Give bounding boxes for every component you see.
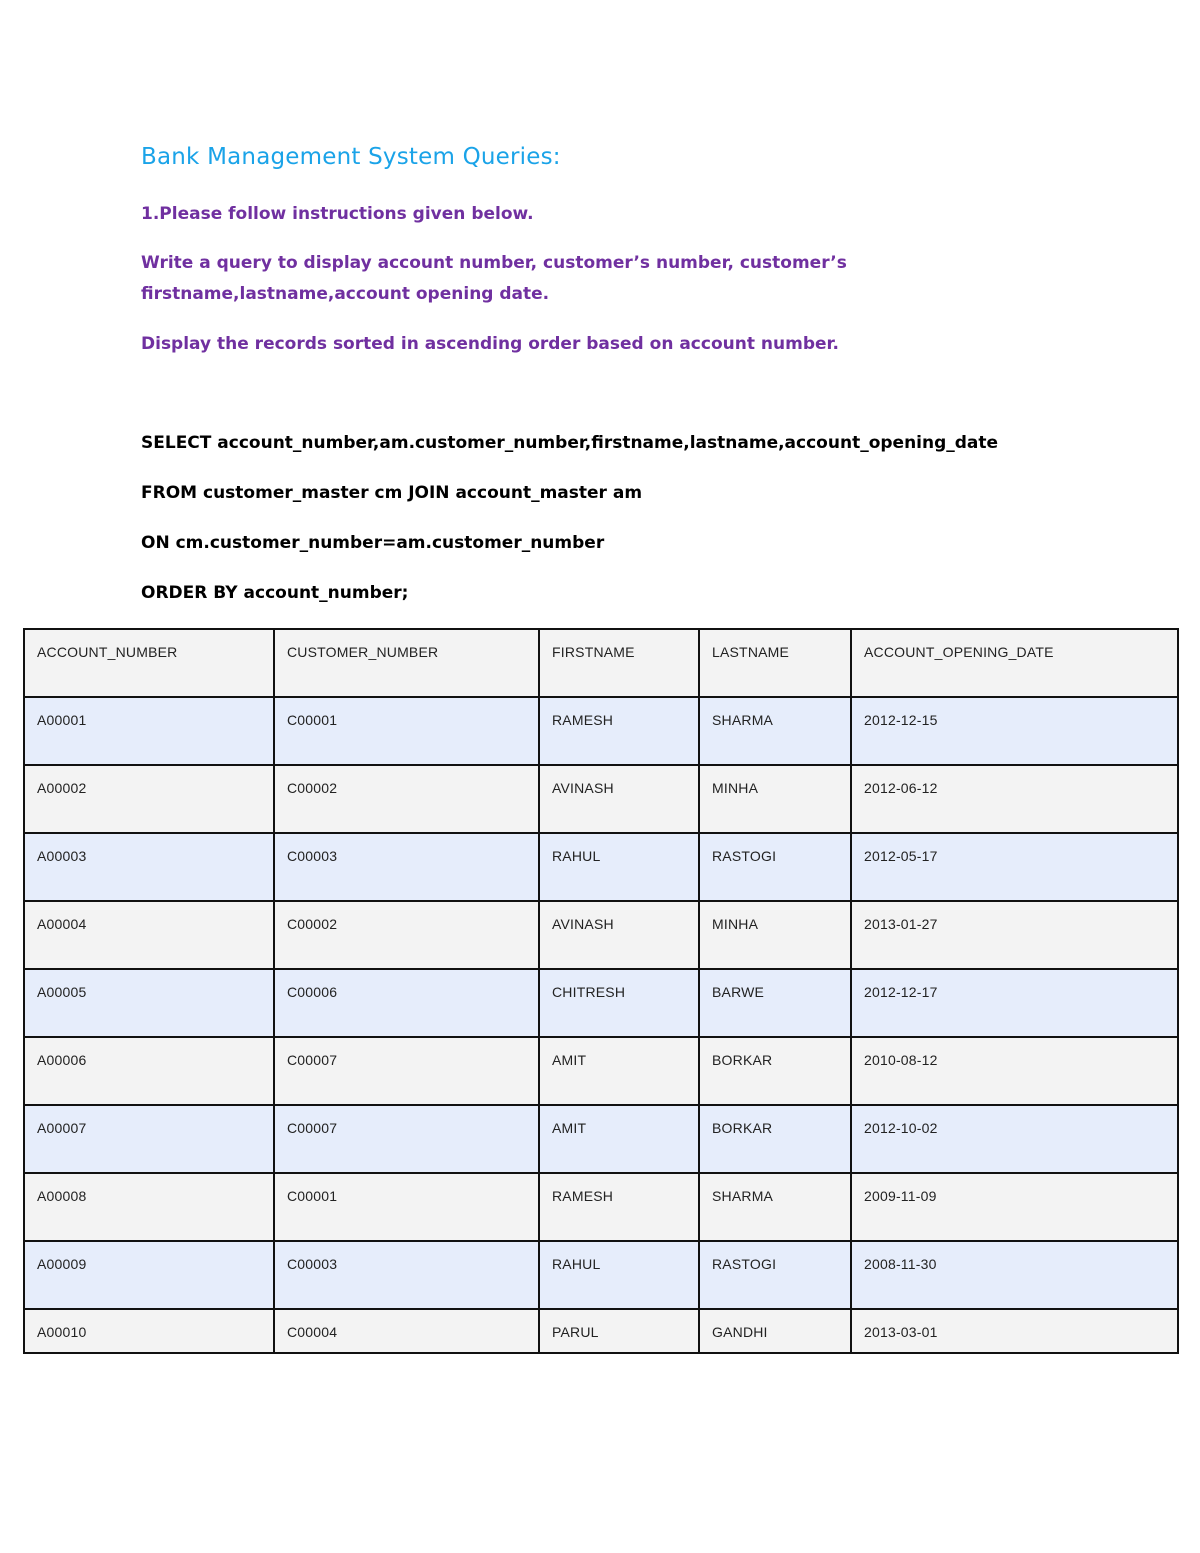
cell-firstname: RAHUL [539, 1241, 699, 1309]
sql-order-column: account_number; [237, 583, 409, 603]
page-title: Bank Management System Queries: [141, 144, 561, 170]
cell-firstname: AVINASH [539, 765, 699, 833]
cell-account-opening-date: 2012-06-12 [851, 765, 1178, 833]
cell-lastname: RASTOGI [699, 833, 851, 901]
cell-customer-number: C00001 [274, 697, 539, 765]
cell-lastname: SHARMA [699, 1173, 851, 1241]
sql-order-keyword: ORDER BY [141, 583, 238, 603]
cell-lastname: BORKAR [699, 1105, 851, 1173]
cell-account-number: A00004 [24, 901, 274, 969]
table-row [24, 1105, 1178, 1173]
sql-from-tables: customer_master cm JOIN account_master am [197, 483, 643, 503]
cell-lastname: BARWE [699, 969, 851, 1037]
table-row [24, 969, 1178, 1037]
header-account-opening-date: ACCOUNT_OPENING_DATE [851, 629, 1178, 697]
cell-account-number: A00009 [24, 1241, 274, 1309]
table-row [24, 1173, 1178, 1241]
cell-lastname: BORKAR [699, 1037, 851, 1105]
cell-account-number: A00002 [24, 765, 274, 833]
result-table [23, 628, 1179, 1354]
cell-account-number: A00006 [24, 1037, 274, 1105]
cell-customer-number: C00004 [274, 1309, 539, 1353]
table-row [24, 697, 1178, 765]
cell-customer-number: C00003 [274, 833, 539, 901]
sql-select-line [141, 433, 998, 453]
cell-account-opening-date: 2013-03-01 [851, 1309, 1178, 1353]
cell-customer-number: C00007 [274, 1105, 539, 1173]
table-row [24, 1241, 1178, 1309]
cell-account-opening-date: 2013-01-27 [851, 901, 1178, 969]
table-header-row [24, 629, 1178, 697]
cell-account-opening-date: 2012-10-02 [851, 1105, 1178, 1173]
sql-order-line [141, 583, 408, 603]
cell-lastname: SHARMA [699, 697, 851, 765]
cell-firstname: RAMESH [539, 1173, 699, 1241]
cell-account-number: A00008 [24, 1173, 274, 1241]
table-row [24, 833, 1178, 901]
cell-account-opening-date: 2012-12-15 [851, 697, 1178, 765]
cell-lastname: GANDHI [699, 1309, 851, 1353]
cell-customer-number: C00002 [274, 901, 539, 969]
cell-customer-number: C00003 [274, 1241, 539, 1309]
cell-firstname: PARUL [539, 1309, 699, 1353]
cell-firstname: CHITRESH [539, 969, 699, 1037]
cell-account-opening-date: 2009-11-09 [851, 1173, 1178, 1241]
cell-firstname: AMIT [539, 1037, 699, 1105]
table-row [24, 765, 1178, 833]
cell-account-opening-date: 2008-11-30 [851, 1241, 1178, 1309]
cell-firstname: RAMESH [539, 697, 699, 765]
cell-firstname: AVINASH [539, 901, 699, 969]
cell-account-number: A00003 [24, 833, 274, 901]
sql-on-line [141, 533, 604, 553]
sql-on-condition: cm.customer_number=am.customer_number [169, 533, 605, 553]
sql-from-line [141, 483, 642, 503]
table-row [24, 901, 1178, 969]
sql-on-keyword: ON [141, 533, 170, 553]
cell-lastname: MINHA [699, 765, 851, 833]
cell-account-opening-date: 2010-08-12 [851, 1037, 1178, 1105]
instruction-line-2: Write a query to display account number, customer’s number, customer’s firstname,lastname,account opening date. [141, 253, 847, 304]
instruction-line-3: Display the records sorted in ascending order based on account number. [141, 334, 839, 354]
cell-account-opening-date: 2012-05-17 [851, 833, 1178, 901]
cell-customer-number: C00002 [274, 765, 539, 833]
cell-lastname: RASTOGI [699, 1241, 851, 1309]
table-row [24, 1309, 1178, 1353]
cell-account-number: A00001 [24, 697, 274, 765]
cell-firstname: AMIT [539, 1105, 699, 1173]
cell-account-number: A00010 [24, 1309, 274, 1353]
cell-customer-number: C00006 [274, 969, 539, 1037]
cell-account-number: A00005 [24, 969, 274, 1037]
sql-select-columns: account_number,am.customer_number,firstname,lastname,account_opening_date [211, 433, 999, 453]
cell-customer-number: C00007 [274, 1037, 539, 1105]
header-account-number: ACCOUNT_NUMBER [24, 629, 274, 697]
instruction-line-1: 1.Please follow instructions given below. [141, 204, 534, 224]
cell-firstname: RAHUL [539, 833, 699, 901]
sql-select-keyword: SELECT [141, 433, 212, 453]
cell-lastname: MINHA [699, 901, 851, 969]
cell-customer-number: C00001 [274, 1173, 539, 1241]
cell-account-number: A00007 [24, 1105, 274, 1173]
cell-account-opening-date: 2012-12-17 [851, 969, 1178, 1037]
header-firstname: FIRSTNAME [539, 629, 699, 697]
sql-from-keyword: FROM [141, 483, 198, 503]
header-customer-number: CUSTOMER_NUMBER [274, 629, 539, 697]
header-lastname: LASTNAME [699, 629, 851, 697]
table-row [24, 1037, 1178, 1105]
